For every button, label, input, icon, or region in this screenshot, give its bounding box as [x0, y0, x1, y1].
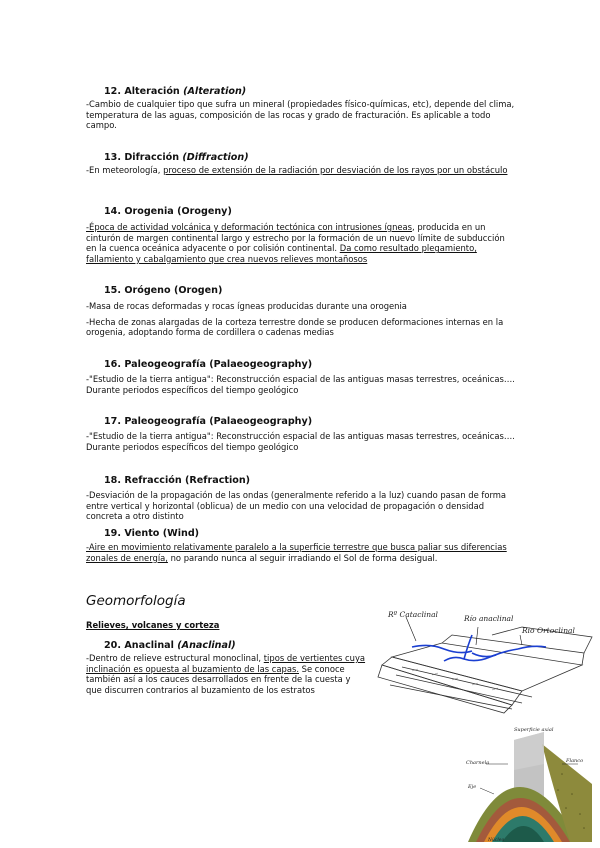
label-anaclinal: Río anaclinal	[464, 614, 514, 623]
label-charnela: Charnela	[466, 760, 490, 766]
entry-heading: 15. Orógeno (Orogen)	[104, 285, 223, 296]
monoclinal-relief-figure	[372, 605, 594, 715]
entry-heading: 17. Paleogeografía (Palaeogeography)	[104, 416, 313, 427]
anticline-fold-figure	[462, 724, 594, 844]
label-ortoclinal: Rio Ortoclinal	[522, 626, 575, 635]
entry-orogenia	[86, 206, 516, 264]
entry-alteracion	[86, 86, 516, 131]
entry-heading: 13. Difracción (Diffraction)	[104, 152, 249, 163]
label-flanco: Flanco	[566, 758, 584, 764]
entry-text: -Dentro de relieve estructural monoclinal, tipos de vertientes cuya inclinación es opuesta al buzamiento de las capas. Se conoce también así a los cauces desarrollados en frente de la cuesta y que discurren contrarios al buzamiento de los estratos	[86, 653, 366, 695]
entry-text: -Masa de rocas deformadas y rocas ígneas producidas durante una orogenia	[86, 301, 407, 311]
entry-heading: 19. Viento (Wind)	[104, 528, 200, 539]
entry-text: -Hecha de zonas alargadas de la corteza terrestre donde se producen deformaciones internas en la orogenia, adoptando forma de cordillera o cadenas medias	[86, 316, 504, 338]
entry-orogeno	[86, 285, 516, 338]
entry-viento	[86, 528, 516, 563]
entry-refraccion	[86, 475, 516, 522]
label-nucleo: Núcleo	[488, 838, 505, 843]
entry-heading: 14. Orogenia (Orogeny)	[104, 206, 232, 217]
entry-heading: 20. Anaclinal (Anaclinal)	[104, 640, 236, 651]
entry-text: -Desviación de la propagación de las ondas (generalmente referido a la luz) cuando pasan de forma entre vertical y horizontal (oblicua) de un medio con una velocidad de propagación o densidad concreta a otro distinto	[86, 490, 507, 522]
entry-anaclinal	[86, 640, 368, 695]
entry-text: -"Estudio de la tierra antigua": Reconstrucción espacial de las antiguas masas terrestres, oceánicas…. Durante periodos específicos del tiempo geológico	[86, 374, 515, 395]
label-axial: Superficie axial	[514, 727, 554, 733]
subsection-title: Relieves, volcanes y corteza	[86, 620, 220, 630]
entry-heading: 12. Alteración (Alteration)	[104, 86, 247, 97]
section-title: Geomorfología	[86, 593, 186, 609]
entry-heading: 18. Refracción (Refraction)	[104, 475, 251, 486]
entry-text: -Cambio de cualquier tipo que sufra un mineral (propiedades físico-químicas, etc), depende del clima, temperatura de las aguas, composición de las rocas y grado de fracturación. Es aplicable a todo campo.	[86, 99, 515, 131]
entry-text: -Época de actividad volcánica y deformación tectónica con intrusiones ígneas, producida en un cinturón de margen continental largo y estrecho por la formación de un nuevo límite de subducción en la cuenca oceánica adyacente o por colisión continental. Da como resultado plegamiento, fallamiento y cabalgamiento que crea nuevos relieves montañosos	[86, 222, 505, 264]
entry-text: -"Estudio de la tierra antigua": Reconstrucción espacial de las antiguas masas terrestres, oceánicas…. Durante periodos específicos del tiempo geológico	[86, 431, 515, 452]
entry-difraccion	[86, 152, 516, 176]
entry-text: -En meteorología, proceso de extensión de la radiación por desviación de los rayos por un obstáculo	[86, 165, 508, 175]
entry-paleogeografia-2	[86, 416, 516, 452]
entry-heading: 16. Paleogeografía (Palaeogeography)	[104, 359, 313, 370]
entry-text: -Aire en movimiento relativamente paralelo a la superficie terrestre que busca paliar sus diferencias zonales de energía, no parando nunca al seguir irradiando el Sol de forma desigual.	[86, 542, 507, 563]
entry-paleogeografia-1	[86, 359, 516, 395]
label-cataclinal: Rº Cataclinal	[388, 610, 438, 619]
label-eje: Eje	[468, 784, 477, 790]
